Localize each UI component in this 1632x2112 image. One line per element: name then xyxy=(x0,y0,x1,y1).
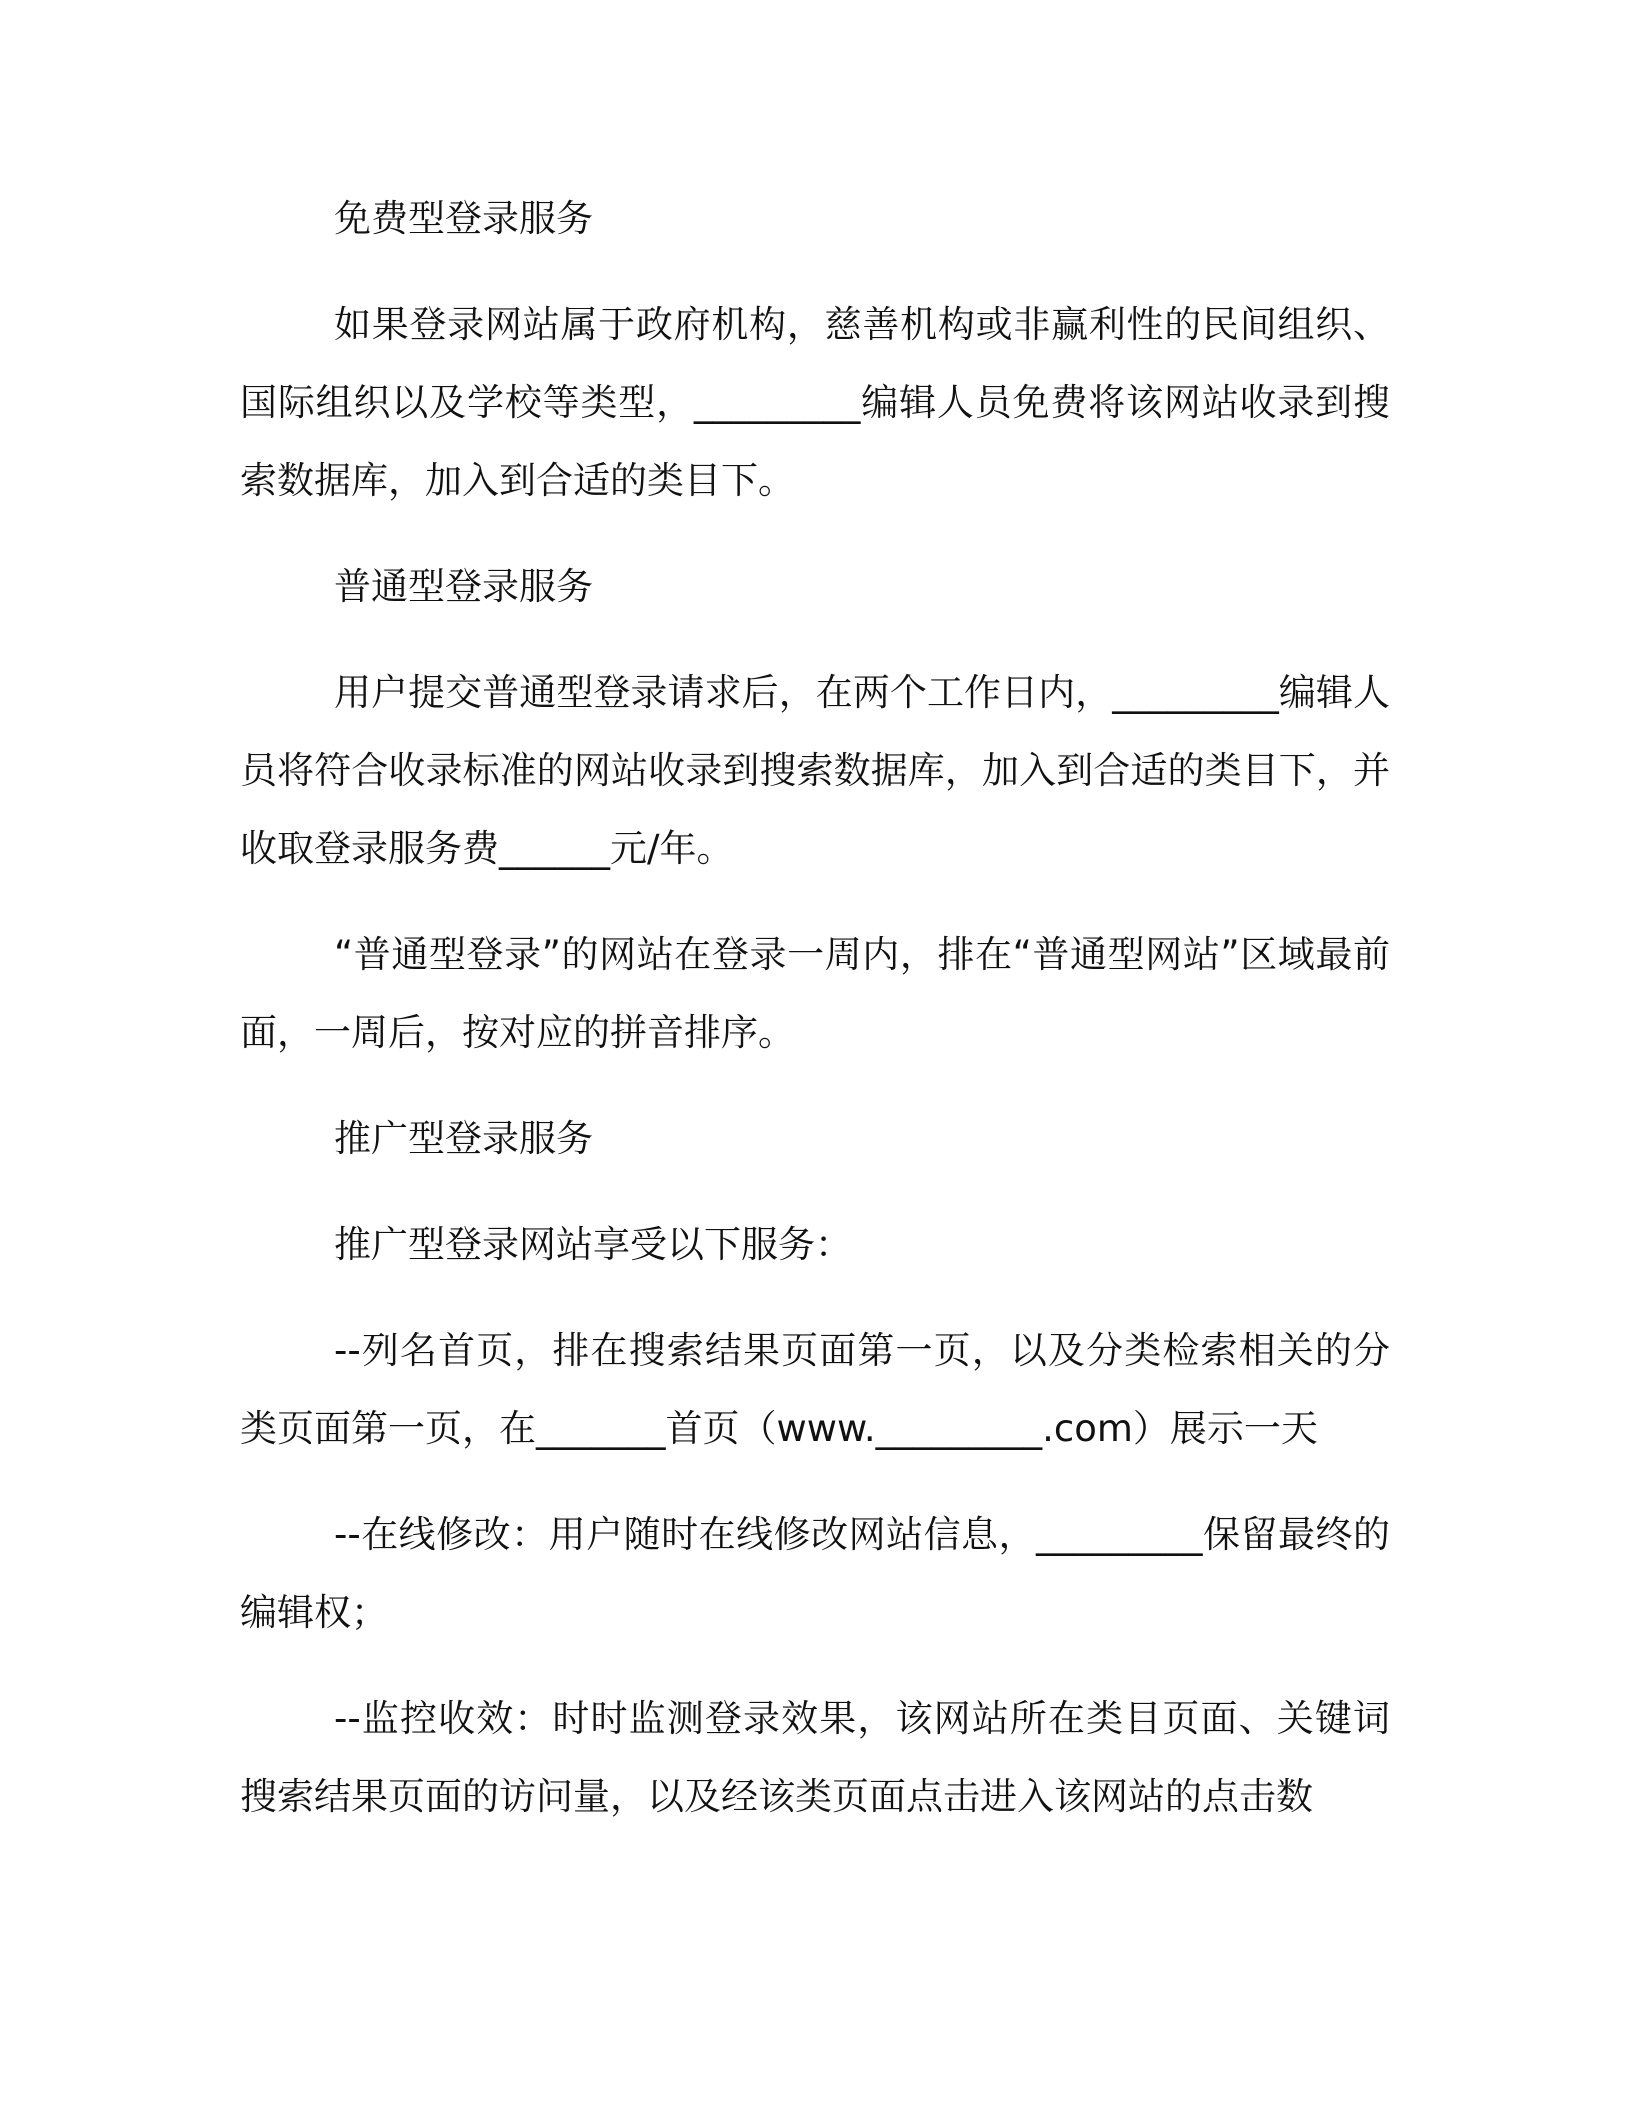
document-page xyxy=(240,180,1390,1864)
section-heading-standard: 普通型登录服务 xyxy=(334,565,593,608)
paragraph-promoted-monitoring: --监控收效：时时监测登录效果，该网站所在类目页面、关键词搜索结果页面的访问量，以及经该类页面点击进入该网站的点击数 xyxy=(240,1697,1390,1818)
section-heading-promoted: 推广型登录服务 xyxy=(334,1117,593,1160)
paragraph-standard-ranking: “普通型登录”的网站在登录一周内，排在“普通型网站”区域最前面，一周后，按对应的拼音排序。 xyxy=(240,933,1390,1054)
paragraph-promoted-intro: 推广型登录网站享受以下服务： xyxy=(334,1223,852,1266)
paragraph-promoted-listing: --列名首页，排在搜索结果页面第一页，以及分类检索相关的分类页面第一页，在_______首页（www._________.com）展示一天 xyxy=(240,1329,1390,1450)
paragraph-standard-description: 用户提交普通型登录请求后，在两个工作日内，_________编辑人员将符合收录标准的网站收录到搜索数据库，加入到合适的类目下，并收取登录服务费______元/年。 xyxy=(240,671,1390,870)
paragraph-promoted-editing: --在线修改：用户随时在线修改网站信息，_________保留最终的编辑权； xyxy=(240,1513,1390,1634)
paragraph-free-description: 如果登录网站属于政府机构，慈善机构或非赢利性的民间组织、国际组织以及学校等类型，_________编辑人员免费将该网站收录到搜索数据库，加入到合适的类目下。 xyxy=(240,303,1390,502)
section-heading-free: 免费型登录服务 xyxy=(334,197,593,240)
